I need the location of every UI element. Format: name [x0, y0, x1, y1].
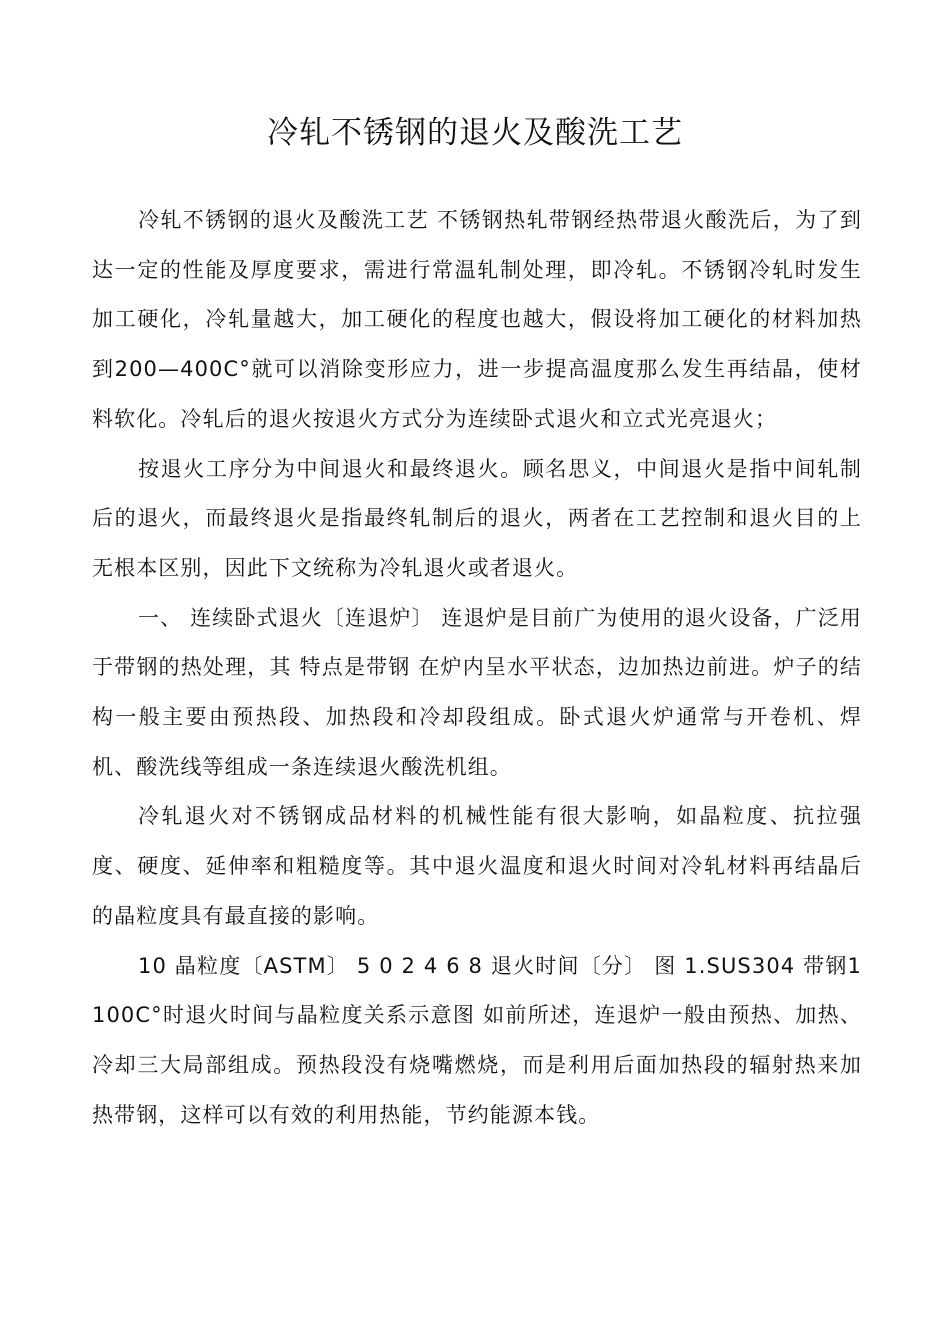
paragraph-intro: 冷轧不锈钢的退火及酸洗工艺 不锈钢热轧带钢经热带退火酸洗后，为了到达一定的性能及厚度要求，需进行常温轧制处理，即冷轧。不锈钢冷轧时发生加工硬化，冷轧量越大，加工硬化的程度也越大，假设将加工硬化的材料加热到200—400C°就可以消除变形应力，进一步提高温度那么发生再结晶，使材料软化。冷轧后的退火按退火方式分为连续卧式退火和立式光亮退火； — [92, 208, 862, 431]
paragraph-continuous-horizontal-annealing: 一、 连续卧式退火〔连退炉〕 连退炉是目前广为使用的退火设备，广泛用于带钢的热处理，其 特点是带钢 在炉内呈水平状态，边加热边前进。炉子的结构一般主要由预热段、加热段和冷却段组成。卧式退火炉通常与开卷机、焊机、酸洗线等组成一条连续退火酸洗机组。 — [92, 605, 862, 779]
paragraph-mechanical-properties: 冷轧退火对不锈钢成品材料的机械性能有很大影响，如晶粒度、抗拉强度、硬度、延伸率和粗糙度等。其中退火温度和退火时间对冷轧材料再结晶后的晶粒度具有最直接的影响。 — [92, 804, 862, 928]
document-title: 冷轧不锈钢的退火及酸洗工艺 — [267, 114, 683, 151]
document-body — [92, 196, 862, 1140]
paragraph-figure-caption-and-preheating: 10 晶粒度〔ASTM〕 5 0 2 4 6 8 退火时间〔分〕 图 1.SUS304 带钢1100C°时退火时间与晶粒度关系示意图 如前所述，连退炉一般由预热、加热、冷却三大局部组成。预热段没有烧嘴燃烧，而是利用后面加热段的辐射热来加热带钢，这样可以有效的利用热能，节约能源本钱。 — [92, 953, 862, 1127]
paragraph-annealing-process: 按退火工序分为中间退火和最终退火。顾名思义，中间退火是指中间轧制后的退火，而最终退火是指最终轧制后的退火，两者在工艺控制和退火目的上无根本区别，因此下文统称为冷轧退火或者退火。 — [92, 456, 862, 580]
